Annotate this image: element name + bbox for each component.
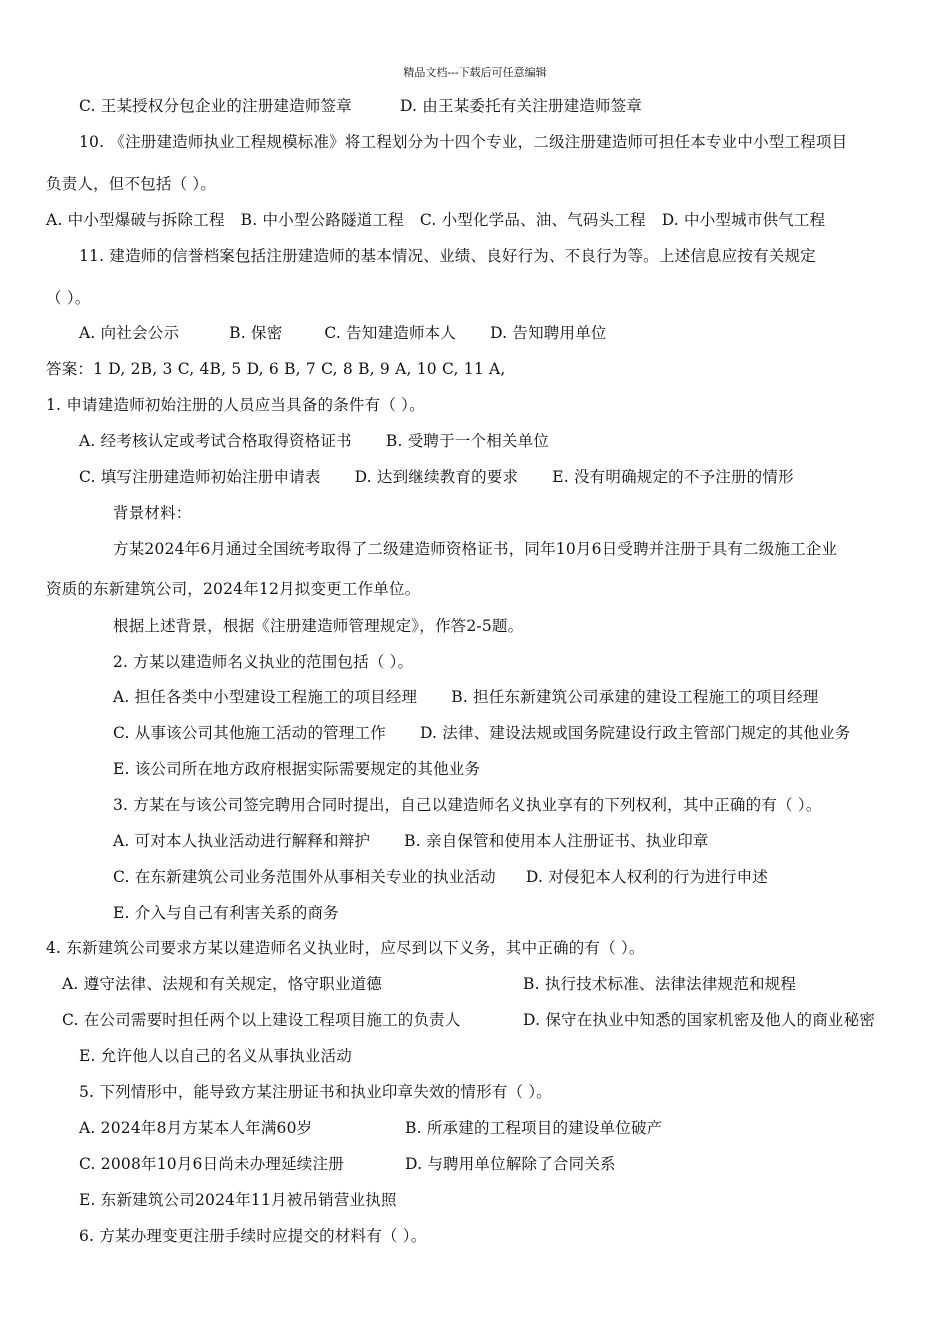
mq2-option-b: B. 担任东新建筑公司承建的建设工程施工的项目经理 [451,688,819,706]
q10-option-c: C. 小型化学品、油、气码头工程 [419,211,646,229]
mq1-options-row2 [79,466,794,488]
mq2-option-e: E. 该公司所在地方政府根据实际需要规定的其他业务 [113,760,481,778]
mq4-option-a: A. 遵守法律、法规和有关规定，恪守职业道德 [62,975,382,993]
page-header: 精品文档---下载后可任意编辑 [403,66,547,79]
mq3-option-c: C. 在东新建筑公司业务范围外从事相关专业的执业活动 [113,868,496,886]
q10-stem-line1: 10. 《注册建造师执业工程规模标准》将工程划分为十四个专业，二级注册建造师可担任本专业中小型工程项目 [79,133,848,151]
mq4-option-b: B. 执行技术标准、法律法律规范和规程 [523,975,797,993]
mq5-option-b: B. 所承建的工程项目的建设单位破产 [405,1119,663,1137]
q11-option-b: B. 保密 [229,324,283,342]
mq1-option-e: E. 没有明确规定的不予注册的情形 [552,468,794,486]
q11-option-a: A. 向社会公示 [79,324,180,342]
mq1-option-a: A. 经考核认定或考试合格取得资格证书 [79,432,352,450]
background-label: 背景材料： [113,504,192,522]
background-line1: 方某2024年6月通过全国统考取得了二级建造师资格证书，同年10月6日受聘并注册于具有二级施工企业 [113,540,838,558]
mq2-stem: 2. 方某以建造师名义执业的范围包括（ ）。 [113,653,414,671]
q11-option-c: C. 告知建造师本人 [324,324,457,342]
mq6-stem: 6. 方某办理变更注册手续时应提交的材料有（ ）。 [79,1227,427,1245]
q10-option-d: D. 中小型城市供气工程 [661,211,826,229]
mq5-option-a: A. 2024年8月方某本人年满60岁 [79,1119,313,1137]
q11-stem-line1: 11. 建造师的信誉档案包括注册建造师的基本情况、业绩、良好行为、不良行为等。上述信息应按有关规定 [79,247,816,265]
mq3-option-b: B. 亲自保管和使用本人注册证书、执业印章 [404,832,709,850]
mq1-option-c: C. 填写注册建造师初始注册申请表 [79,468,321,486]
q10-options [46,209,825,231]
mq1-options-row1 [79,430,549,452]
mq2-option-c: C. 从事该公司其他施工活动的管理工作 [113,724,386,742]
mq3-options-cd [113,866,768,888]
mq2-option-d: D. 法律、建设法规或国务院建设行政主管部门规定的其他业务 [419,724,851,742]
q11-stem-line2: （ ）。 [46,289,91,307]
background-line2: 资质的东新建筑公司，2024年12月拟变更工作单位。 [46,580,421,598]
mq3-options-ab [113,830,709,852]
mq5-stem: 5. 下列情形中，能导致方某注册证书和执业印章失效的情形有（ ）。 [79,1083,552,1101]
mq5-option-c: C. 2008年10月6日尚未办理延续注册 [79,1155,344,1173]
mq3-stem: 3. 方某在与该公司签完聘用合同时提出，自己以建造师名义执业享有的下列权利，其中正确的有（ ）。 [113,796,822,814]
mq4-option-e: E. 允许他人以自己的名义从事执业活动 [79,1047,352,1065]
mq2-options-ab [113,686,819,708]
background-instruction: 根据上述背景，根据《注册建造师管理规定》，作答2-5题。 [113,617,524,635]
q9-option-d: D. 由王某委托有关注册建造师签章 [399,97,643,115]
q10-option-a: A. 中小型爆破与拆除工程 [46,211,225,229]
q10-option-b: B. 中小型公路隧道工程 [240,211,404,229]
mq1-option-d: D. 达到继续教育的要求 [354,468,519,486]
mq4-option-c: C. 在公司需要时担任两个以上建设工程项目施工的负责人 [62,1011,461,1029]
mq3-option-d: D. 对侵犯本人权利的行为进行申述 [525,868,769,886]
mq3-option-e: E. 介入与自己有利害关系的商务 [113,904,339,922]
mq4-stem: 4. 东新建筑公司要求方某以建造师名义执业时，应尽到以下义务，其中正确的有（ ）。 [46,939,645,957]
q11-options [79,322,607,344]
answer-key: 答案：1 D, 2B, 3 C, 4B, 5 D, 6 B, 7 C, 8 B, 9 A, 10 C, 11 A, [46,360,506,378]
mq5-option-d: D. 与聘用单位解除了合同关系 [405,1155,616,1173]
mq4-option-d: D. 保守在执业中知悉的国家机密及他人的商业秘密 [523,1011,876,1029]
mq2-option-a: A. 担任各类中小型建设工程施工的项目经理 [113,688,418,706]
mq1-stem: 1. 申请建造师初始注册的人员应当具备的条件有（ ）。 [46,396,425,414]
mq3-option-a: A. 可对本人执业活动进行解释和辩护 [113,832,371,850]
q11-option-d: D. 告知聘用单位 [490,324,607,342]
mq1-option-b: B. 受聘于一个相关单位 [385,432,550,450]
mq5-option-e: E. 东新建筑公司2024年11月被吊销营业执照 [79,1191,397,1209]
q9-options-cd [79,95,642,117]
q9-option-c: C. 王某授权分包企业的注册建造师签章 [79,97,352,115]
q10-stem-line2: 负责人，但不包括（ ）。 [46,175,217,193]
mq2-options-cd [113,722,851,744]
